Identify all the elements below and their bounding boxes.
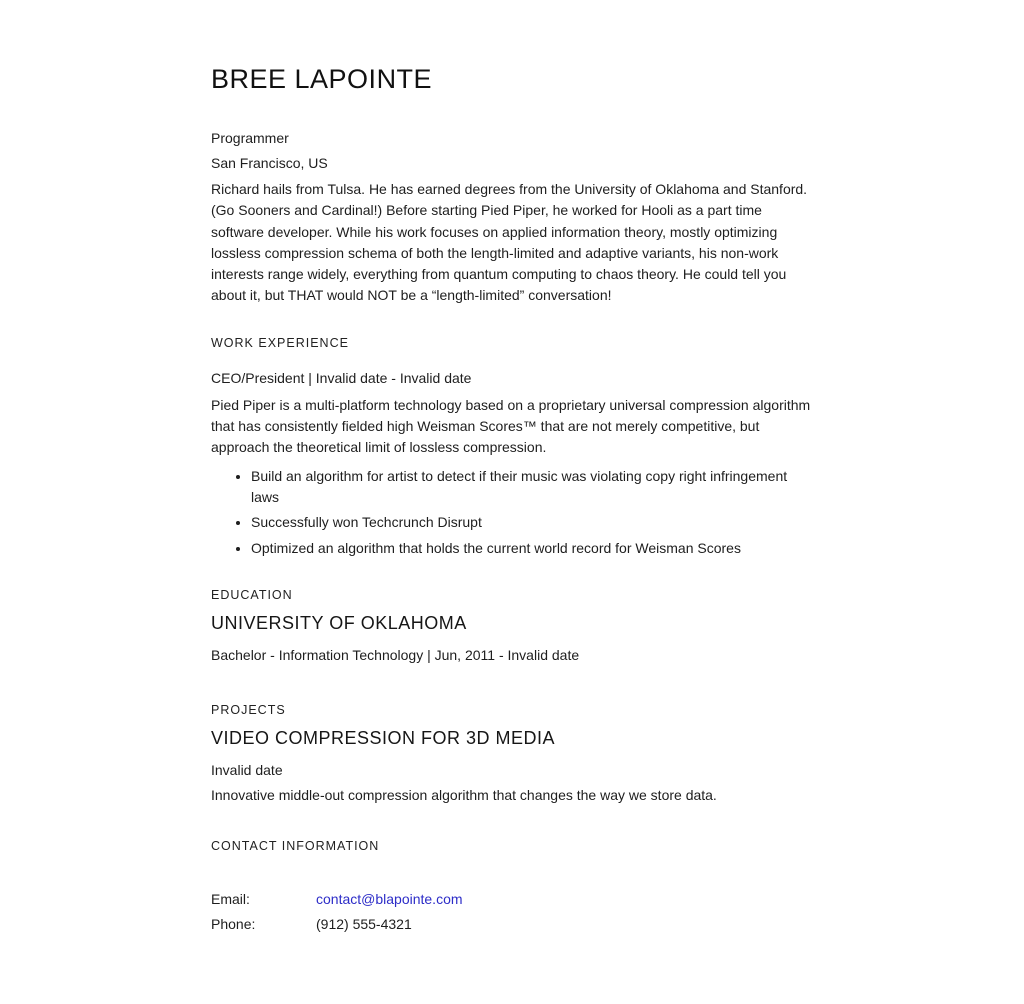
contact-row [211, 887, 812, 912]
email-link[interactable]: contact@blapointe.com [316, 890, 463, 907]
education-entry [211, 614, 812, 663]
highlight-item: • Optimized an algorithm that holds the current world record for Weisman Scores [251, 538, 812, 559]
contact-value-email [316, 887, 812, 912]
contact-row [211, 912, 812, 937]
section-heading-work-experience: WORK EXPERIENCE [211, 335, 349, 350]
job-description: Pied Piper is a multi-platform technology based on a proprietary universal compression algorithm that has consistently fielded high Weisman Scores™ that are not merely competitive, but approach the theoretical limit of lossless compression. [211, 396, 811, 456]
work-experience-entry [211, 371, 812, 559]
highlight-item: • Build an algorithm for artist to detect if their music was violating copy right infringement laws [251, 466, 812, 509]
phone-value: (912) 555-4321 [316, 915, 412, 932]
resume-content [211, 66, 812, 937]
institution-name: UNIVERSITY OF OKLAHOMA [211, 612, 467, 633]
summary-text: Richard hails from Tulsa. He has earned degrees from the University of Oklahoma and Stanford. (Go Sooners and Cardinal!) Before starting Pied Piper, he worked for Hooli as a part time software developer. While his work focuses on applied information theory, mostly optimizing lossless compression schema of both the length-limited and adaptive variants, his non-work interests range widely, everything from quantum computing to chaos theory. He could tell you about it, but THAT would NOT be a “length-limited” conversation! [211, 181, 808, 304]
role-text: Programmer [211, 130, 289, 146]
name-title: BREE LAPOINTE [211, 64, 433, 94]
section-heading-education: EDUCATION [211, 587, 293, 602]
education-detail-line: Bachelor - Information Technology | Jun, 2011 - Invalid date [211, 646, 580, 663]
highlights-list [211, 466, 812, 559]
project-entry [211, 729, 812, 803]
project-date: Invalid date [211, 761, 283, 778]
job-title-line: CEO/President | Invalid date - Invalid date [211, 369, 472, 386]
section-heading-contact: CONTACT INFORMATION [211, 838, 380, 853]
contact-rows [211, 887, 812, 937]
section-heading-projects: PROJECTS [211, 702, 286, 717]
contact-label-email: Email: [211, 890, 250, 907]
project-description: Innovative middle-out compression algorithm that changes the way we store data. [211, 786, 717, 803]
contact-label-phone: Phone: [211, 915, 256, 932]
project-name: VIDEO COMPRESSION FOR 3D MEDIA [211, 727, 556, 748]
location-text: San Francisco, US [211, 155, 328, 171]
highlight-item: • Successfully won Techcrunch Disrupt [251, 512, 812, 533]
